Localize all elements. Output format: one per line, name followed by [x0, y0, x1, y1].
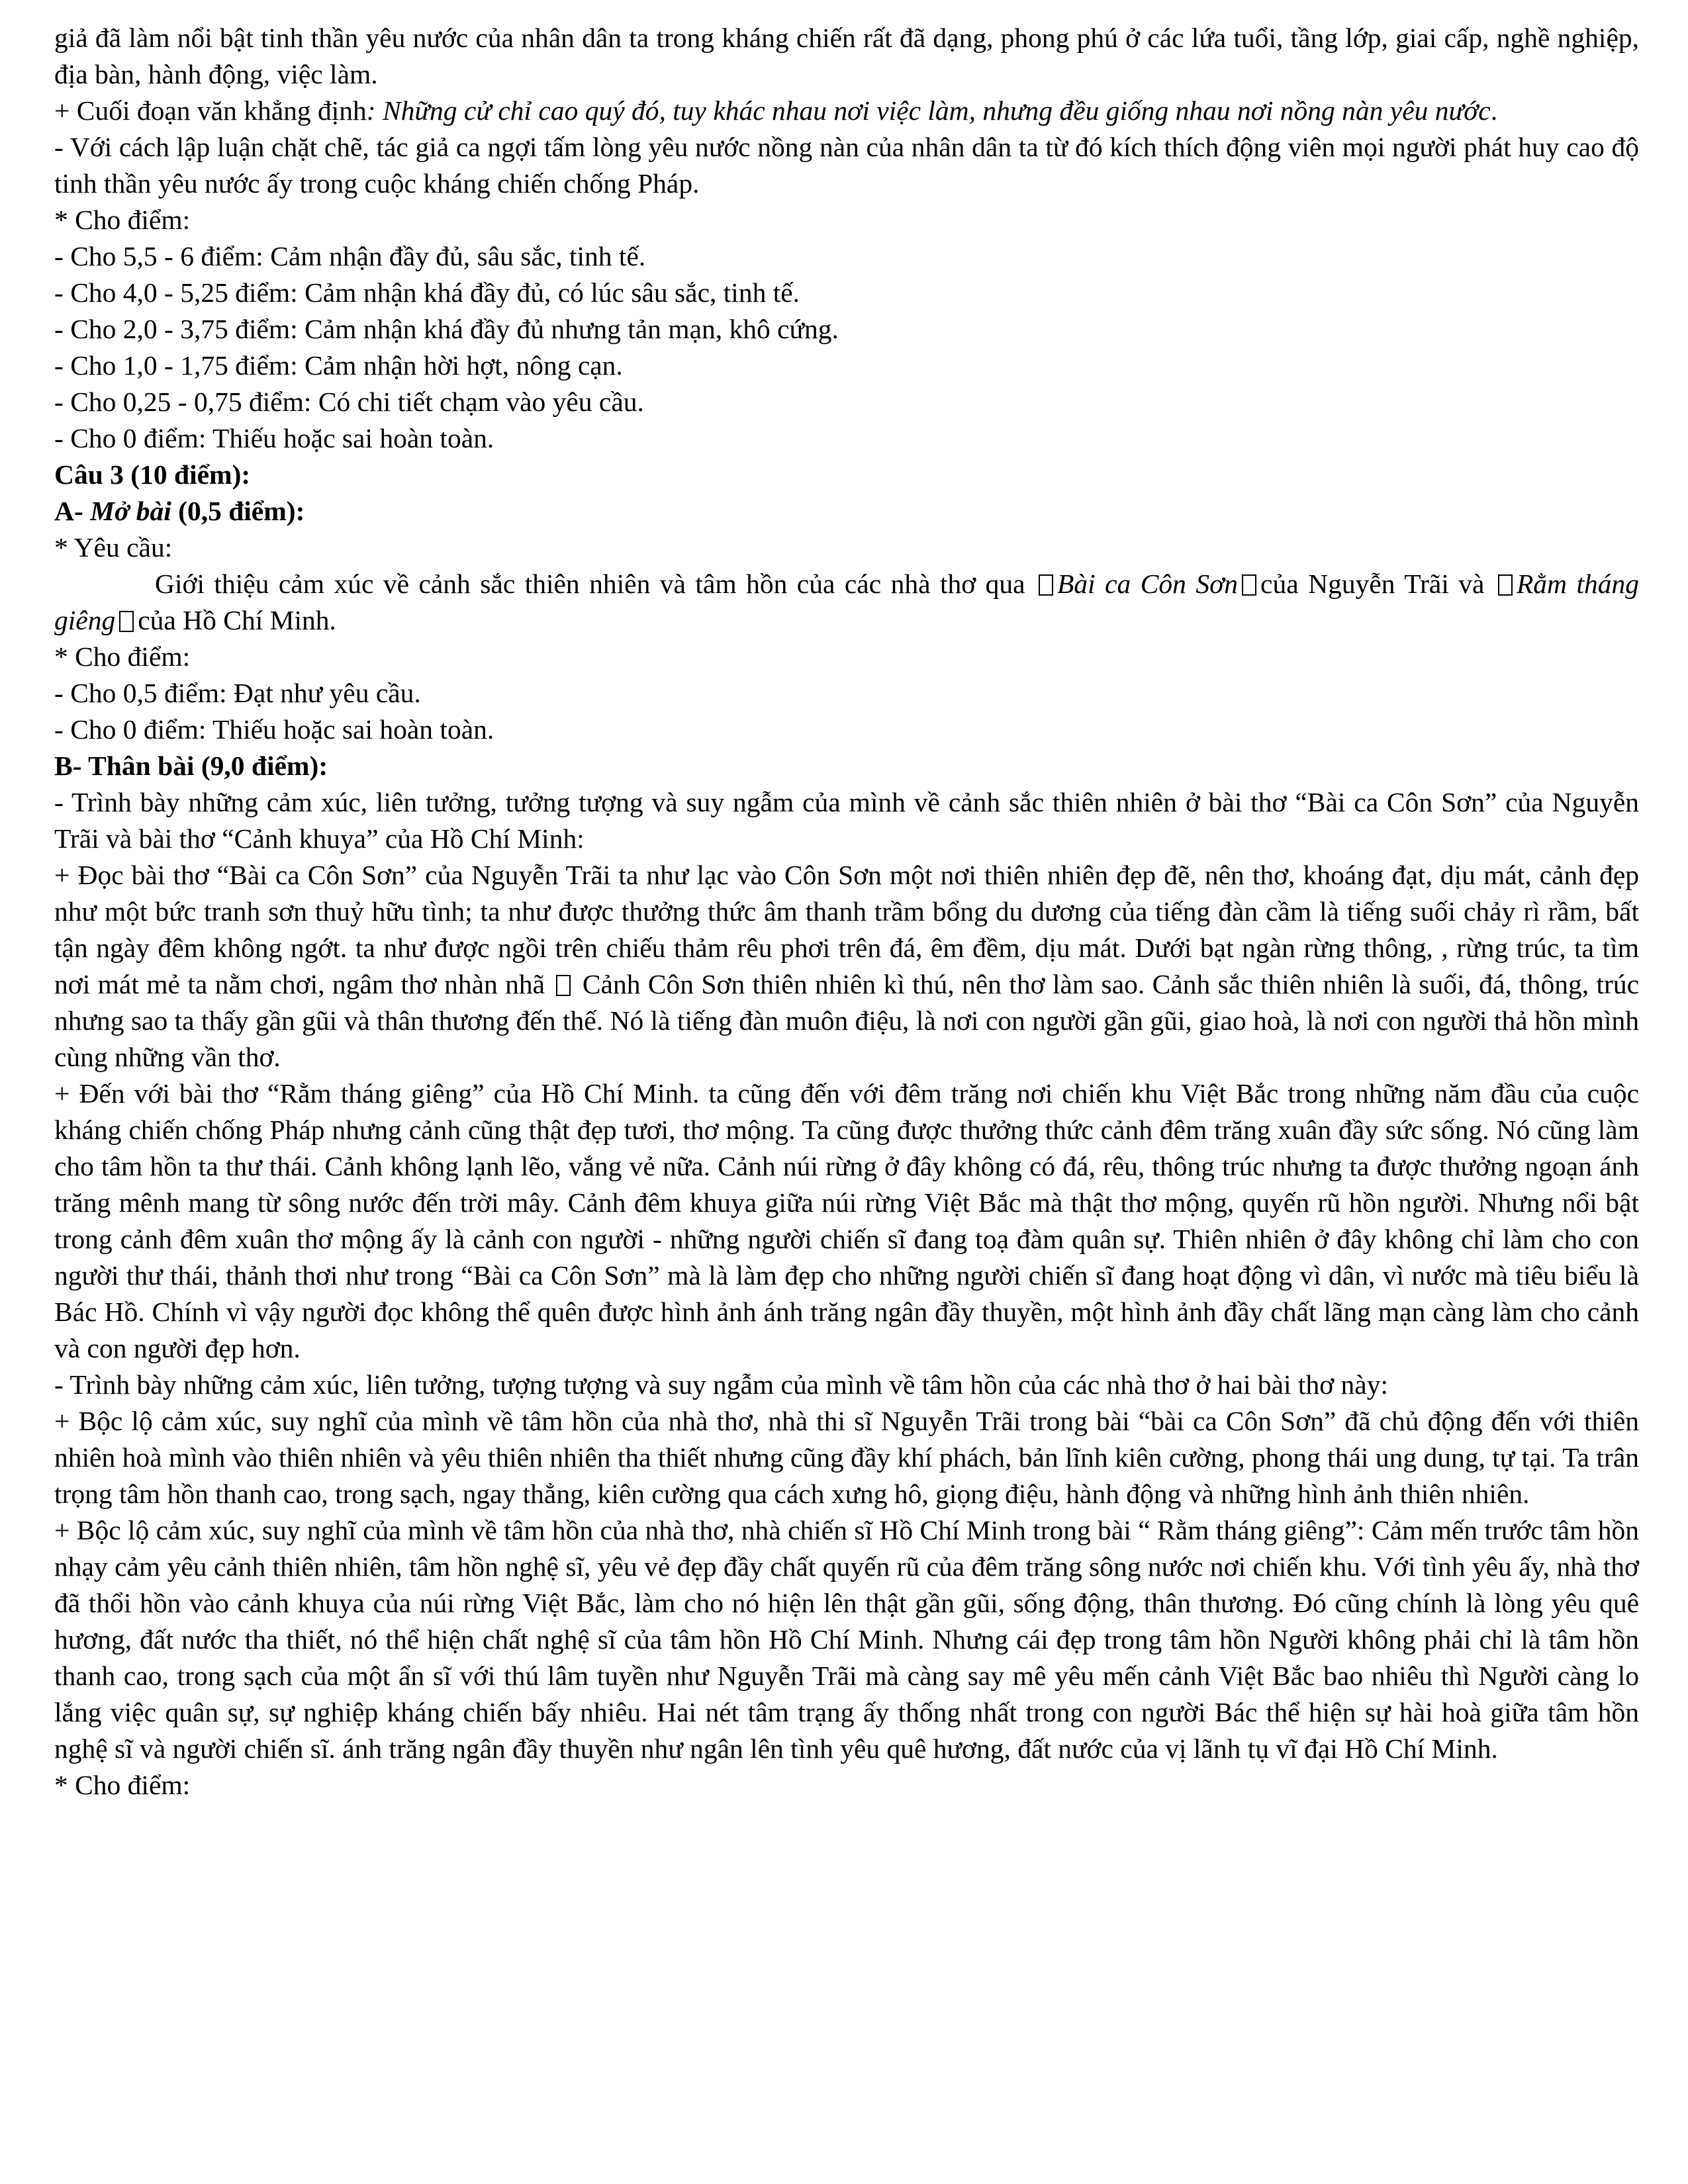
- body-point-ho-chi-minh: + Bộc lộ cảm xúc, suy nghĩ của mình về tâm hồn của nhà thơ, nhà chiến sĩ Hồ Chí Minh trong bài “ Rằm tháng giêng”: Cảm mến trước tâm hồn nhạy cảm yêu cảnh thiên nhiên, tâm hồn nghệ sĩ, yêu vẻ đẹp đầy chất quyến rũ của đêm trăng sông nước nơi chiến khu. Với tình yêu ấy, nhà thơ đã thổi hồn vào cảnh khuya của núi rừng Việt Bắc, làm cho nó hiện lên thật gần gũi, sống động, thân thương. Đó cũng chính là lòng yêu quê hương, đất nước tha thiết, nó thể hiện chất nghệ sĩ của tâm hồn Hồ Chí Minh. Nhưng cái đẹp trong tâm hồn Người không phải chỉ là tâm hồn thanh cao, trong sạch của một ẩn sĩ với thú lâm tuyền như Nguyễn Trãi mà càng say mê yêu mến cảnh Việt Bắc bao nhiêu thì Người càng lo lắng việc quân sự, sự nghiệp kháng chiến bấy nhiêu. Hai nét tâm trạng ấy thống nhất trong con người Bác thể hiện sự hài hoà giữa tâm hồn nghệ sĩ và người chiến sĩ. ánh trăng ngân đầy thuyền như ngân lên tình yêu quê hương, đất nước của vị lãnh tụ vĩ đại Hồ Chí Minh.: [54, 1515, 1639, 1764]
- intro-requirement: [54, 566, 1639, 639]
- missing-glyph-icon: [119, 611, 134, 632]
- body-point-nature: - Trình bày những cảm xúc, liên tưởng, tưởng tượng và suy ngẫm của mình về cảnh sắc thiên nhiên ở bài thơ “Bài ca Côn Sơn” của Nguyễn Trãi và bài thơ “Cảnh khuya” của Hồ Chí Minh:: [54, 787, 1639, 854]
- body-point-nguyen-trai: + Bộc lộ cảm xúc, suy nghĩ của mình về tâm hồn của nhà thơ, nhà thi sĩ Nguyễn Trãi trong bài “bài ca Côn Sơn” đã chủ động đến với thiên nhiên hoà mình vào thiên nhiên và yêu thiên nhiên tha thiết nhưng cũng đầy khí phách, bản lĩnh kiên cường, phong thái ung dung, tự tại. Ta trân trọng tâm hồn thanh cao, trong sạch, ngay thẳng, kiên cường qua cách xưng hô, giọng điệu, hành động và những hình ảnh thiên nhiên.: [54, 1406, 1639, 1509]
- score-line: - Cho 2,0 - 3,75 điểm: Cảm nhận khá đầy đủ nhưng tản mạn, khô cứng.: [54, 314, 839, 344]
- con-son-text-2: Cảnh Côn Sơn thiên nhiên kì thú, nên thơ làm sao. Cảnh sắc thiên nhiên là suối, đá, thông, trúc nhưng sao ta thấy gần gũi và thân thương đến thế. Nó là tiếng đàn muôn điệu, là nơi con người gần gũi, giao hoà, là nơi con người thả hồn mình cùng những vần thơ.: [54, 969, 1639, 1072]
- paragraph-argument: - Với cách lập luận chặt chẽ, tác giả ca ngợi tấm lòng yêu nước nồng nàn của nhân dân ta từ đó kích thích động viên mọi người phát huy cao độ tinh thần yêu nước ấy trong cuộc kháng chiến chống Pháp.: [54, 132, 1639, 199]
- paragraph-continuation: giả đã làm nổi bật tinh thần yêu nước của nhân dân ta trong kháng chiến rất đã dạng, phong phú ở các lứa tuổi, tầng lớp, giai cấp, nghề nghiệp, địa bàn, hành động, việc làm.: [54, 23, 1639, 89]
- score-line: - Cho 4,0 - 5,25 điểm: Cảm nhận khá đầy đủ, có lúc sâu sắc, tinh tế.: [54, 277, 800, 308]
- section-a-title: Mở bài: [90, 496, 171, 526]
- missing-glyph-icon: [1039, 574, 1053, 596]
- score-line: - Cho 0 điểm: Thiếu hoặc sai hoàn toàn.: [54, 714, 494, 745]
- missing-glyph-icon: [1242, 574, 1256, 596]
- score-header: * Cho điểm:: [54, 641, 191, 672]
- requirement-header: * Yêu cầu:: [54, 532, 173, 563]
- document-page: [54, 20, 1639, 1803]
- body-point-ram-thang-gieng: + Đến với bài thơ “Rằm tháng giêng” của Hồ Chí Minh. ta cũng đến với đêm trăng nơi chiến khu Việt Bắc trong những năm đầu của cuộc kháng chiến chống Pháp nhưng cảnh cũng thật đẹp tươi, thơ mộng. Ta cũng được thưởng thức cảnh đêm trăng xuân đầy sức sống. Nó cũng làm cho tâm hồn ta thư thái. Cảnh không lạnh lẽo, vắng vẻ nữa. Cảnh núi rừng ở đây không có đá, rêu, thông trúc nhưng ta được thưởng ngoạn ánh trăng mênh mang từ sông nước đến trời mây. Cảnh đêm khuya giữa núi rừng Việt Bắc mà thật thơ mộng, quyến rũ hồn người. Nhưng nổi bật trong cảnh đêm xuân thơ mộng ấy là cảnh con người - những người chiến sĩ đang toạ đàm quân sự. Thiên nhiên ở đây không chỉ làm cho con người thư thái, thảnh thơi như trong “Bài ca Côn Sơn” mà là làm đẹp cho những người chiến sĩ đang hoạt động vì dân, vì nước mà tiêu biểu là Bác Hồ. Chính vì vậy người đọc không thể quên được hình ảnh ánh trăng ngân đầy thuyền, một hình ảnh đầy chất lãng mạn càng làm cho cảnh và con người đẹp hơn.: [54, 1078, 1639, 1363]
- intro-text-1: Giới thiệu cảm xúc về cảnh sắc thiên nhiên và tâm hồn của các nhà thơ qua: [155, 569, 1025, 599]
- section-a-heading: [54, 493, 1639, 529]
- score-line: - Cho 0,5 điểm: Đạt như yêu cầu.: [54, 678, 421, 708]
- section-a-label: A-: [54, 496, 91, 526]
- score-line: - Cho 0,25 - 0,75 điểm: Có chi tiết chạm vào yêu cầu.: [54, 387, 644, 417]
- intro-text-2: của Nguyễn Trãi và: [1260, 569, 1485, 599]
- body-point-souls: - Trình bày những cảm xúc, liên tưởng, tượng tượng và suy ngẫm của mình về tâm hồn của các nhà thơ ở hai bài thơ này:: [54, 1369, 1388, 1400]
- conclusion-prefix: + Cuối đoạn văn khẳng định: [54, 95, 367, 126]
- missing-glyph-icon: [1498, 574, 1513, 596]
- conclusion-quote: : Những cử chỉ cao quý đó, tuy khác nhau nơi việc làm, nhưng đều giống nhau nơi nồng nàn yêu nước: [366, 95, 1491, 126]
- section-b-heading: B- Thân bài (9,0 điểm):: [54, 751, 328, 781]
- intro-text-3: của Hồ Chí Minh.: [138, 605, 336, 635]
- question-3-heading: Câu 3 (10 điểm):: [54, 459, 251, 490]
- score-line: - Cho 0 điểm: Thiếu hoặc sai hoàn toàn.: [54, 423, 494, 453]
- missing-glyph-icon: [556, 975, 571, 996]
- poem-title-con-son: Bài ca Côn Sơn: [1057, 569, 1239, 599]
- score-line: - Cho 5,5 - 6 điểm: Cảm nhận đầy đủ, sâu sắc, tinh tế.: [54, 241, 646, 271]
- conclusion-end: .: [1490, 95, 1498, 126]
- score-line: - Cho 1,0 - 1,75 điểm: Cảm nhận hời hợt, nông cạn.: [54, 350, 623, 381]
- poem-title-ram-thang-gieng: Rằm tháng giêng: [54, 569, 1640, 635]
- score-header: * Cho điểm:: [54, 1770, 191, 1800]
- con-son-text-1: + Đọc bài thơ “Bài ca Côn Sơn” của Nguyễn Trãi ta như lạc vào Côn Sơn một nơi thiên nhiên đẹp đẽ, nên thơ, khoáng đạt, dịu mát, cảnh đẹp như một bức tranh sơn thuỷ hữu tình; ta như được thưởng thức âm thanh trầm bổng du dương của tiếng đàn cầm là tiếng suối chảy rì rầm, bất tận ngày đêm không ngớt. ta như được ngồi trên chiếu thảm rêu phơi trên đá, êm đềm, dịu mát. Dưới bạt ngàn rừng thông, , rừng trúc, ta tìm nơi mát mẻ ta nằm chơi, ngâm thơ nhàn nhã: [54, 860, 1639, 999]
- score-header: * Cho điểm:: [54, 205, 191, 235]
- body-point-con-son: [54, 857, 1639, 1075]
- paragraph-conclusion-claim: [54, 93, 1639, 129]
- section-a-score: (0,5 điểm):: [171, 496, 305, 526]
